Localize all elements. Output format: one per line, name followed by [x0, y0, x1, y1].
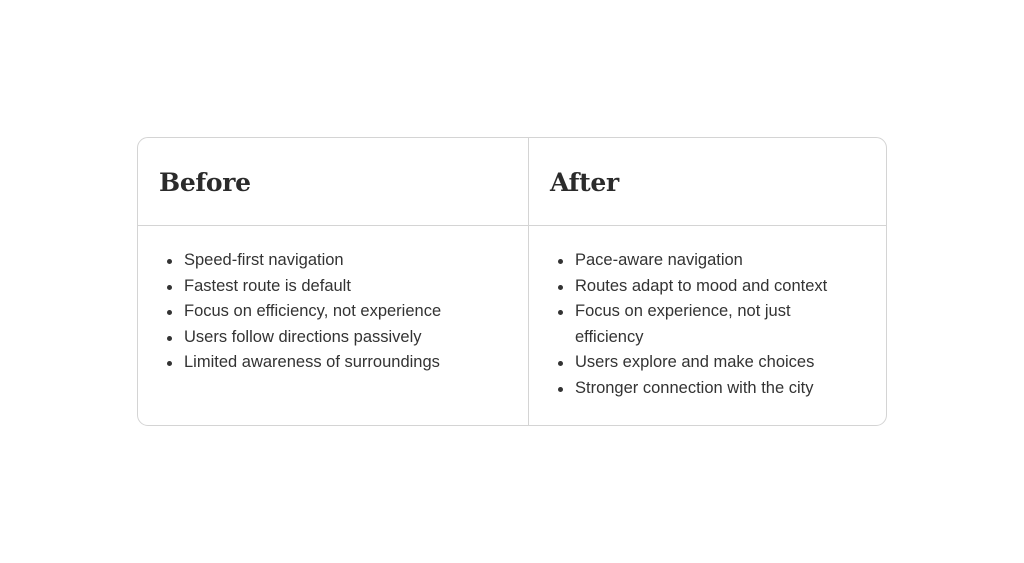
before-item: Limited awareness of surroundings	[167, 350, 512, 376]
before-item: Fastest route is default	[167, 274, 512, 300]
before-item: Speed-first navigation	[167, 248, 512, 274]
after-list	[558, 248, 862, 402]
before-header-cell	[138, 138, 529, 226]
after-body-cell	[529, 226, 886, 425]
before-item: Focus on efficiency, not experience	[167, 299, 512, 325]
after-item: Routes adapt to mood and context	[558, 274, 862, 300]
after-header-cell	[529, 138, 886, 226]
after-item: Focus on experience, not just efficiency	[558, 299, 862, 350]
before-heading: Before	[159, 168, 251, 197]
before-item: Users follow directions passively	[167, 325, 512, 351]
after-item: Stronger connection with the city	[558, 376, 862, 402]
after-item: Users explore and make choices	[558, 350, 862, 376]
after-heading: After	[550, 168, 619, 197]
before-body-cell	[138, 226, 529, 425]
before-list	[167, 248, 512, 376]
after-item: Pace-aware navigation	[558, 248, 862, 274]
comparison-table	[137, 137, 887, 426]
